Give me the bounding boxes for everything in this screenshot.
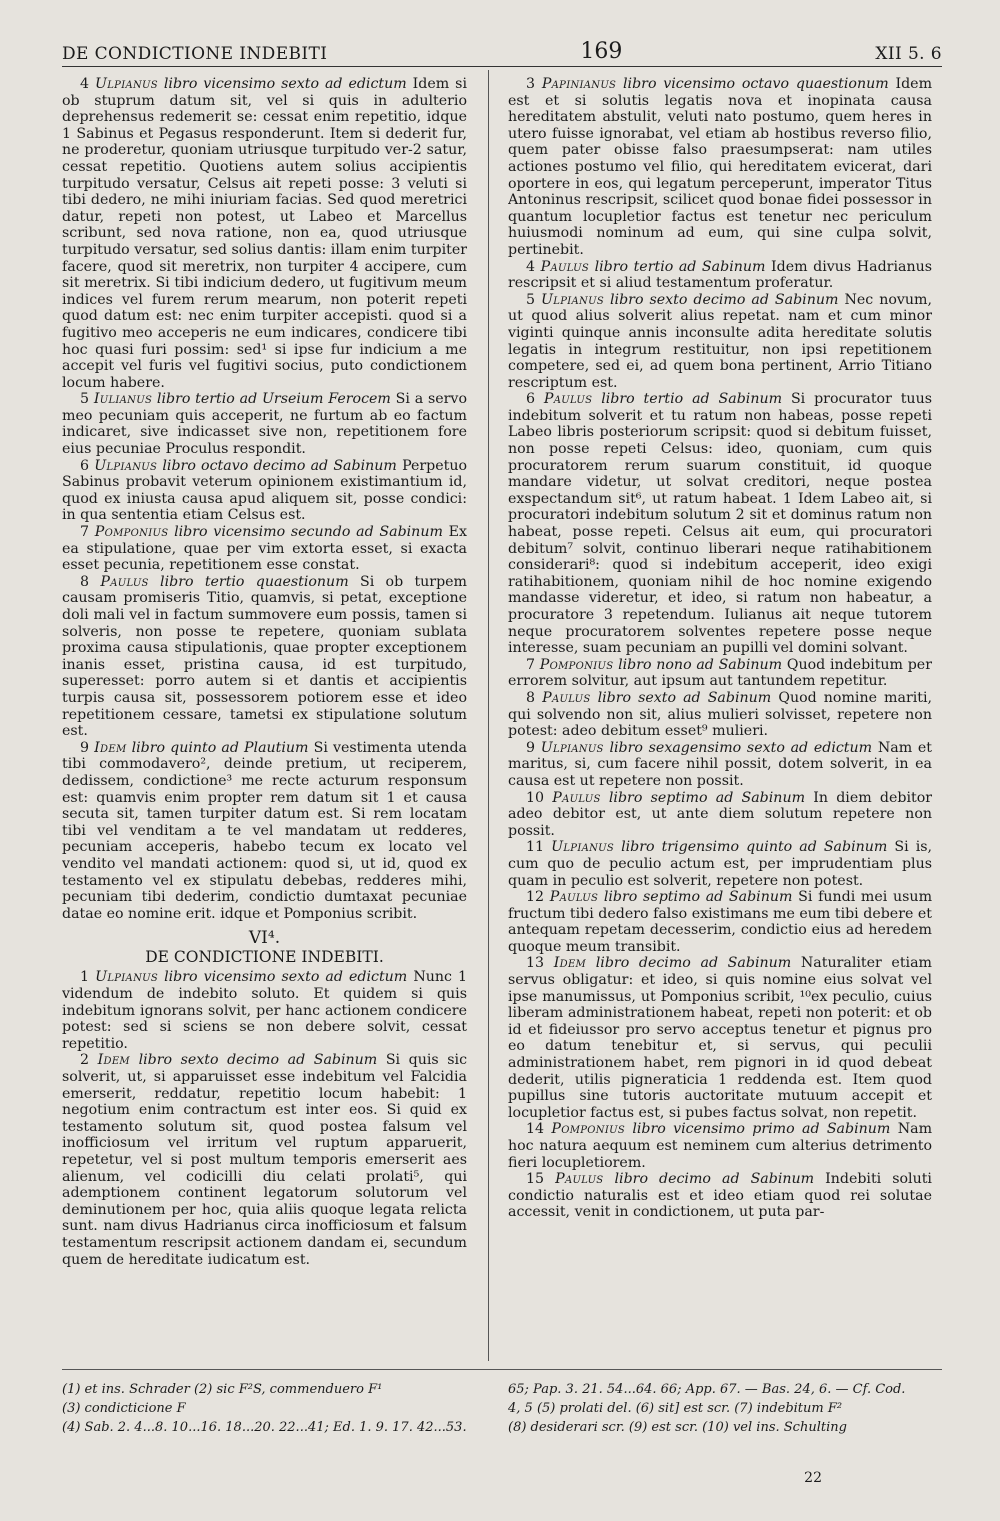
fragment-paragraph: [62, 76, 467, 391]
fragment-source: libro octavo decimo ad Sabinum: [162, 457, 397, 474]
fragment-paragraph: [508, 740, 932, 790]
fragment-paragraph: [62, 1052, 467, 1268]
fragment-text: Si quis sic solverit, ut, si apparuisset esse indebitum vel Falcidia emerserit, reddatur, repetitio locum habebit: 1 negotium enim contractum est inter eos. Si quid ex testamento solutum sit, quod postea falsum vel inofficiosum vel irritum vel ruptum apparuerit, repetetur, vel si post multum temporis emerserit aes alienum, vel codicilli diu celati prolati⁵, qui ademptionem continent legatorum solutorum vel deminutionem per hoc, quia aliis quoque legata relicta sunt. nam divus Hadrianus circa inofficiosum et falsum testamentum rescripsit actionem dandam ei, secundum quem de hereditate iudicatum est.: [62, 1052, 467, 1268]
running-title: DE CONDICTIONE INDEBITI: [62, 44, 328, 64]
fragment-number: 11: [526, 839, 545, 856]
fragment-number: 1: [80, 969, 90, 986]
fragment-text: Idem divus Hadrianus rescripsit et si aliud testamentum proferatur.: [508, 258, 932, 292]
fragment-author: Pomponius: [539, 656, 614, 673]
fragment-source: libro nono ad Sabinum: [618, 656, 783, 673]
fragment-text: Nunc 1 videndum de indebito soluto. Et quidem si quis indebitum ignorans solvit, per hanc actionem condicere potest: sed si sciens se non debere solvit, cessat repetitio.: [62, 969, 467, 1052]
fragment-source: libro quinto ad Plautium: [131, 739, 309, 756]
fragment-paragraph: [62, 740, 467, 923]
fragment-number: 5: [526, 291, 536, 308]
footnote-line: (8) desiderari scr. (9) est scr. (10) vel ins. Schulting: [508, 1420, 847, 1435]
fragment-author: Ulpianus: [95, 969, 159, 986]
fragment-author: Idem: [97, 1052, 130, 1069]
fragment-paragraph: [508, 259, 932, 292]
fragment-paragraph: [508, 839, 932, 889]
fragment-number: 12: [526, 889, 545, 906]
fragment-paragraph: [62, 574, 467, 740]
title-heading: [62, 930, 467, 965]
right-paragraphs: [508, 76, 932, 1221]
footnote-line: (4) Sab. 2. 4...8. 10...16. 18...20. 22...41; Ed. 1. 9. 17. 42...53.: [62, 1420, 467, 1435]
fragment-paragraph: [508, 292, 932, 392]
fragment-text: Naturaliter etiam servus obligatur: et ideo, si quis nomine eius solvat vel ipse manumissus, ut Pomponius scribit, ¹⁰ex peculio, cuius liberam administrationem habeat, repeti non poterit: et ob id et fideiussor pro servo acceptus tenetur et pignus pro eo datum tenebitur et, si servus, qui peculii administrationem habet, rem pignori in id quod debeat dederit, utilis pigneraticia 1 reddenda est. Item quod pupillus sine tutoris auctoritate mutuum accepit et locupletior factus est, si pubes factus solvat, non repetit.: [508, 955, 932, 1121]
fragment-author: Idem: [553, 955, 587, 972]
fragment-number: 7: [80, 524, 90, 541]
fragment-number: 15: [526, 1171, 545, 1188]
fragment-source: libro trigensimo quinto ad Sabinum: [621, 839, 888, 856]
fragment-source: libro vicensimo secundo ad Sabinum: [174, 524, 443, 541]
fragment-text: Perpetuo Sabinus probavit veterum opinionem existimantium id, quod ex iniusta causa apud aliquem sit, posse condici: in qua sententia etiam Celsus est.: [62, 457, 467, 524]
signature-mark: 22: [804, 1470, 822, 1486]
page-number: 169: [580, 39, 623, 64]
fragment-source: libro sexto ad Sabinum: [597, 689, 772, 706]
fragment-number: 8: [80, 573, 90, 590]
left-column: [62, 76, 467, 1361]
fragment-paragraph: [508, 690, 932, 740]
fragment-source: libro sexto decimo ad Sabinum: [138, 1052, 378, 1069]
running-header: [62, 30, 942, 64]
fragment-paragraph: [508, 391, 932, 657]
fragment-author: Idem: [94, 739, 127, 756]
right-column: [508, 76, 932, 1361]
footnote-line: (3) condicticione F: [62, 1401, 186, 1416]
fragment-number: 4: [80, 76, 90, 92]
fragment-author: Paulus: [542, 689, 591, 706]
fragment-paragraph: [508, 790, 932, 840]
fragment-author: Pomponius: [94, 524, 169, 541]
fragment-number: 10: [526, 789, 545, 806]
fragment-text: Si a servo meo pecuniam quis acceperit, ne furtum ab eo factum indicaret, sive indicasset sive non, repetitionem fore eius pecuniae Proculus respondit.: [62, 391, 467, 458]
fragment-text: In diem debitor adeo debitor est, ut ante diem solutum repetere non possit.: [508, 789, 932, 839]
fragment-paragraph: [62, 391, 467, 457]
fragment-source: libro decimo ad Sabinum: [595, 955, 792, 972]
fragment-paragraph: [508, 955, 932, 1121]
fragment-author: Pomponius: [551, 1121, 625, 1138]
fragment-paragraph: [62, 524, 467, 574]
fragment-text: Quod nomine mariti, qui solvendo non sit, alius mulieri solvisset, repetere non potest: adeo debitum esset⁹ mulieri.: [508, 689, 932, 740]
fragment-paragraph: [508, 1121, 932, 1171]
fragment-paragraph: [508, 889, 932, 955]
fragment-author: Ulpianus: [94, 76, 158, 92]
footnotes-left: [62, 1380, 472, 1437]
fragment-text: Si is, cum quo de peculio actum est, per imprudentiam plus quam in peculio est solverit, repetere non potest.: [508, 839, 932, 889]
fragment-author: Paulus: [552, 789, 601, 806]
fragment-paragraph: [62, 969, 467, 1052]
column-divider: [488, 70, 489, 1361]
footnote-line: 4, 5 (5) prolati del. (6) sit] est scr. (7) indebitum F²: [508, 1401, 843, 1416]
fragment-number: 6: [526, 391, 536, 408]
section-reference: XII 5. 6: [875, 44, 942, 64]
fragment-source: libro septimo ad Sabinum: [608, 789, 806, 806]
footnote-rule: [62, 1369, 942, 1370]
fragment-number: 3: [526, 76, 536, 92]
fragment-author: Paulus: [100, 573, 149, 590]
fragment-number: 4: [526, 258, 536, 275]
fragment-number: 6: [80, 457, 90, 474]
fragment-number: 2: [80, 1052, 90, 1069]
fragment-number: 9: [526, 739, 536, 756]
fragment-source: libro vicensimo primo ad Sabinum: [632, 1121, 891, 1138]
footnotes-right: [508, 1380, 932, 1437]
fragment-author: Paulus: [549, 889, 599, 906]
fragment-author: Papinianus: [541, 76, 617, 92]
fragment-author: Paulus: [540, 258, 589, 275]
fragment-source: libro vicensimo sexto ad edictum: [163, 76, 407, 92]
fragment-number: 8: [526, 689, 536, 706]
left-paragraphs: [62, 76, 467, 922]
fragment-text: Si vestimenta utenda tibi commodavero², deinde pretium, ut reciperem, dedissem, condictione³ me recte acturum responsum est: quamvis enim propter rem datum sit 1 et causa secuta sit, tamen turpiter datum est. Si rem locatam tibi vel venditam a te vel mandatam ut redderes, pecuniam acceperis, habebo tecum ex locato vel vendito vel mandati actionem: quod si, ut id, quod ex testamento vel ex stipulatu debebas, redderes mihi, pecuniam tibi dederim, condictio dumtaxat pecuniae datae eo nomine erit. idque et Pomponius scribit.: [62, 739, 467, 922]
fragment-number: 7: [526, 656, 536, 673]
fragment-source: libro decimo ad Sabinum: [614, 1171, 815, 1188]
fragment-source: libro sexagensimo sexto ad edictum: [609, 739, 873, 756]
fragment-text: Idem est et si solutis legatis nova et inopinata causa hereditatem abstulit, veluti nato postumo, quem heres in utero fuisse ignorabat, vel etiam ab hostibus reverso filio, quem pater obisse falso praesumpserat: nam utiles actiones postumo vel filio, qui hereditatem evicerat, dari oportere in eos, qui legatum perceperunt, imperator Titus Antoninus rescripsit, scilicet quod bonae fidei possessor in quantum locupletior factus est tenetur nec periculum huiusmodi nominum ad eum, qui sine culpa solvit, pertinebit.: [508, 76, 932, 258]
fragment-number: 13: [526, 955, 545, 972]
fragment-author: Paulus: [543, 391, 593, 408]
fragment-source: libro sexto decimo ad Sabinum: [610, 291, 839, 308]
fragment-number: 5: [80, 391, 90, 408]
fragment-author: Paulus: [555, 1171, 604, 1188]
fragment-paragraph: [508, 76, 932, 259]
fragment-text: Nam et maritus, si, cum facere nihil possit, dotem solverit, in ea causa est ut repetere non possit.: [508, 739, 932, 789]
fragment-author: Ulpianus: [551, 839, 615, 856]
fragment-source: libro vicensimo octavo quaestionum: [623, 76, 889, 92]
title-number: VI⁴.: [248, 928, 281, 949]
fragment-source: libro tertio ad Urseium Ferocem: [156, 391, 391, 408]
fragment-text: Si procurator tuus indebitum solverit et tu ratum non habeas, posse repeti Labeo libris posteriorum scripsit: quod si debitum fuisset, non posse repeti Celsus: ideo, quoniam, cum quis procuratorem rerum suarum constituit, id quoque mandare videtur, ut solvat creditori, neque postea exspectandum sit⁶, ut ratum habeat. 1 Idem Labeo ait, si procuratori indebitum solutum 2 sit et dominus ratum non habeat, posse repeti. Celsus ait eum, qui procuratori debitum⁷ solvit, continuo liberari neque ratihabitionem considerari⁸: quod si indebitum acceperit, ideo exigi ratihabitionem, quoniam nihil de hoc nomine exigendo mandasse videretur, et ideo, si ratum non habeatur, a procuratore 3 repetendum. Iulianus ait neque tutorem neque procuratorem solventes repetere posse neque interesse, suam pecuniam an pupilli vel domini solvant.: [508, 391, 932, 657]
fragment-paragraph: [508, 1171, 932, 1221]
footnote-line: 65; Pap. 3. 21. 54...64. 66; App. 67. — Bas. 24, 6. — Cf. Cod.: [508, 1382, 906, 1397]
fragment-source: libro septimo ad Sabinum: [603, 889, 793, 906]
fragment-source: libro tertio ad Sabinum: [601, 391, 783, 408]
fragment-text: Si fundi mei usum fructum tibi dedero falso existimans me eum tibi debere et antequam repetam decesserim, condictio eius ad heredem quoque meum transibit.: [508, 889, 932, 955]
fragment-number: 9: [80, 739, 90, 756]
fragment-text: Quod indebitum per errorem solvitur, aut ipsum aut tantundem repetitur.: [508, 656, 932, 690]
fragment-number: 14: [526, 1121, 545, 1138]
fragment-author: Ulpianus: [540, 739, 604, 756]
header-rule: [62, 66, 942, 67]
fragment-text: Si ob turpem causam promiseris Titio, quamvis, si petat, exceptione doli mali vel in factum summovere eum possis, tamen si solveris, non posse te repetere, quoniam sublata proxima causa stipulationis, quae propter exceptionem inanis esset, pristina causa, id est turpitudo, superesset: porro autem si et dantis et accipientis turpis causa sit, possessorem potiorem esse et ideo repetitionem cessare, tametsi ex stipulatione solutum est.: [62, 573, 467, 740]
fragment-paragraph: [508, 657, 932, 690]
fragment-source: libro tertio ad Sabinum: [594, 258, 766, 275]
fragment-text: Nam hoc natura aequum est neminem cum alterius detrimento fieri locupletiorem.: [508, 1121, 932, 1171]
left-paragraphs-after-title: [62, 969, 467, 1268]
fragment-text: Ex ea stipulatione, quae per vim extorta esset, si exacta esset pecunia, repetitionem esse constat.: [62, 524, 467, 574]
title-text: DE CONDICTIONE INDEBITI.: [145, 947, 384, 966]
fragment-paragraph: [62, 458, 467, 524]
fragment-author: Ulpianus: [94, 457, 158, 474]
fragment-author: Iulianus: [93, 391, 153, 408]
footnote-line: (1) et ins. Schrader (2) sic F²S, commenduero F¹: [62, 1382, 383, 1397]
fragment-text: Idem si ob stuprum datum sit, vel si quis in adulterio deprehensus redemerit se: cessat enim repetitio, idque 1 Sabinus et Pegasus responderunt. Item si dederit fur, ne proderetur, quoniam utriusque turpitudo ver-2 satur, cessat repetitio. Quotiens autem solius accipientis turpitudo versatur, Celsus ait repeti posse: 3 veluti si tibi dedero, ne mihi iniuriam facias. Sed quod meretrici datur, repeti non potest, ut Labeo et Marcellus scribunt, sed nova ratione, non ea, quod utriusque turpitudo versatur, sed solius dantis: illam enim turpiter facere, quod sit meretrix, non turpiter 4 accipere, cum sit meretrix. Si tibi indicium dedero, ut fugitivum meum indices vel furem rerum mearum, non poterit repeti quod datum est: nec enim turpiter accepisti. quod si a fugitivo meo acceperis ne eum indicares, condicere tibi hoc quasi furi possim: sed¹ si ipse fur indicium a me accepit vel furis vel fugitivi socius, puto condictionem locum habere.: [62, 76, 467, 391]
fragment-author: Ulpianus: [541, 291, 604, 308]
fragment-source: libro vicensimo sexto ad edictum: [164, 969, 408, 986]
fragment-text: Indebiti soluti condictio naturalis est et ideo etiam quod rei solutae accessit, venit in condictionem, ut puta par-: [508, 1171, 932, 1221]
fragment-text: Nec novum, ut quod alius solverit alius repetat. nam et cum minor viginti quinque annis inconsulte adita hereditate solutis legatis in integrum restituitur, non ipsi repetitionem competere, sed ei, ad quem bona pertinent, Arrio Titiano rescriptum est.: [508, 291, 932, 391]
fragment-source: libro tertio quaestionum: [160, 573, 349, 590]
